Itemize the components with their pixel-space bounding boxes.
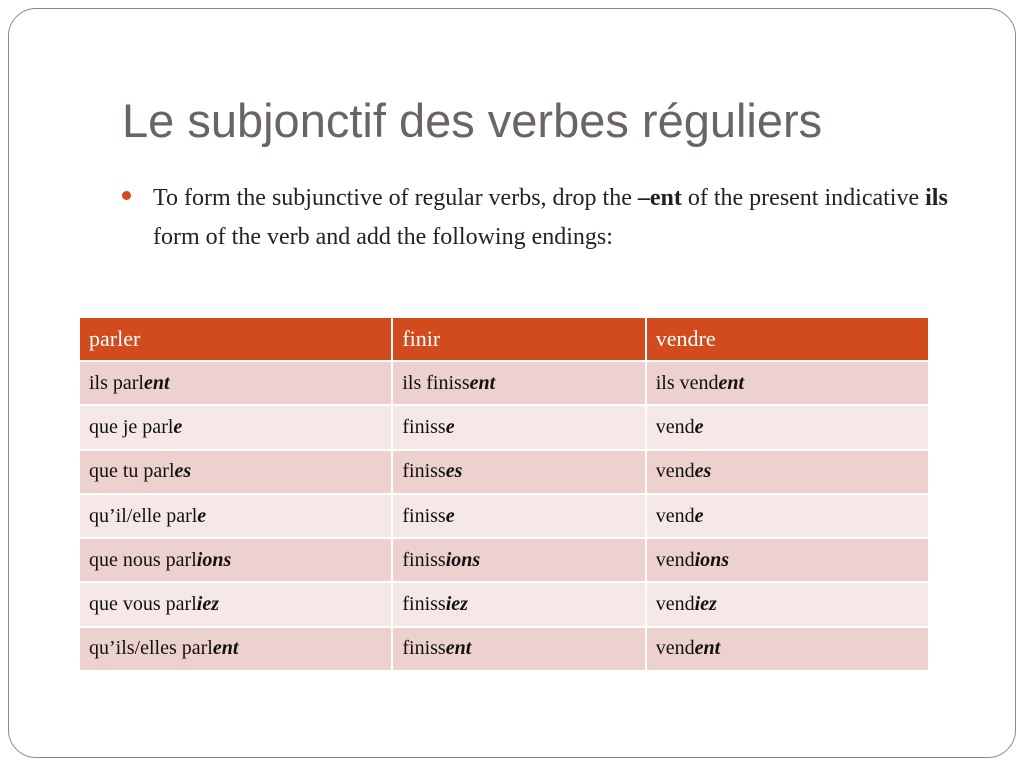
verb-stem: que vous parl <box>89 593 197 616</box>
header-finir: finir <box>392 317 645 361</box>
table-cell <box>646 405 929 449</box>
table-cell <box>646 582 929 626</box>
verb-stem: finiss <box>402 415 446 438</box>
verb-ending: e <box>445 504 455 527</box>
verb-ending: ent <box>469 371 496 394</box>
table-row <box>79 361 929 405</box>
verb-ending: ions <box>196 548 232 571</box>
verb-ending: iez <box>445 593 468 616</box>
verb-stem: ils parl <box>89 371 144 394</box>
table-cell <box>79 582 392 626</box>
table-cell <box>646 450 929 494</box>
header-vendre: vendre <box>646 317 929 361</box>
verb-ending: e <box>694 415 704 438</box>
verb-stem: vend <box>655 637 695 660</box>
header-parler: parler <box>79 317 392 361</box>
verb-ending: ent <box>445 637 472 660</box>
verb-stem: ils finiss <box>402 371 470 394</box>
verb-stem: que tu parl <box>89 460 175 483</box>
table-cell <box>392 494 645 538</box>
table-cell <box>392 450 645 494</box>
table-cell <box>392 361 645 405</box>
verb-ending: es <box>694 460 712 483</box>
table-cell <box>392 627 645 671</box>
verb-stem: que nous parl <box>89 548 197 571</box>
table-cell <box>79 361 392 405</box>
table-header-row <box>79 317 929 361</box>
verb-ending: e <box>694 504 704 527</box>
verb-stem: vend <box>655 504 695 527</box>
slide-title: Le subjonctif des verbes réguliers <box>122 94 823 147</box>
table-row <box>79 450 929 494</box>
verb-ending: ent <box>694 637 721 660</box>
table-row <box>79 494 929 538</box>
table-row <box>79 627 929 671</box>
table-cell <box>79 405 392 449</box>
bullet-item <box>122 179 982 257</box>
verb-ending: ent <box>718 371 745 394</box>
bullet-text <box>153 179 982 257</box>
verb-stem: finiss <box>402 593 446 616</box>
table-cell <box>646 538 929 582</box>
table-cell <box>392 405 645 449</box>
bullet-dot-icon <box>122 191 131 200</box>
verb-stem: vend <box>655 593 695 616</box>
verb-ending: e <box>445 415 455 438</box>
verb-ending: es <box>445 460 463 483</box>
table-cell <box>646 627 929 671</box>
verb-stem: qu’ils/elles parl <box>89 637 213 660</box>
bullet-text-part: of the present indicative <box>681 185 926 211</box>
table-row <box>79 582 929 626</box>
table-cell <box>392 582 645 626</box>
bullet-bold-ent: –ent <box>637 185 682 211</box>
verb-ending: e <box>173 415 183 438</box>
table-row <box>79 405 929 449</box>
table-cell <box>79 627 392 671</box>
verb-ending: ent <box>212 637 239 660</box>
verb-ending: iez <box>694 593 717 616</box>
verb-stem: qu’il/elle parl <box>89 504 198 527</box>
table-cell <box>646 494 929 538</box>
verb-stem: vend <box>655 460 695 483</box>
bullet-text-part: form of the verb and add the following endings: <box>153 224 613 250</box>
verb-ending: ent <box>144 371 170 394</box>
table-cell <box>79 450 392 494</box>
verb-stem: que je parl <box>89 415 174 438</box>
verb-stem: ils vend <box>655 371 719 394</box>
table-row <box>79 538 929 582</box>
table-cell <box>79 494 392 538</box>
table-body <box>79 361 929 671</box>
verb-stem: vend <box>655 548 695 571</box>
verb-stem: finiss <box>402 548 446 571</box>
table-cell <box>392 538 645 582</box>
verb-stem: finiss <box>402 637 446 660</box>
table-cell <box>79 538 392 582</box>
bullet-text-part: To form the subjunctive of regular verbs, drop the <box>153 185 638 211</box>
verb-ending: e <box>197 504 207 527</box>
verb-ending: es <box>174 460 192 483</box>
verb-ending: iez <box>196 593 219 616</box>
conjugation-table <box>78 316 930 672</box>
bullet-bold-ils: ils <box>925 185 948 211</box>
verb-ending: ions <box>694 548 730 571</box>
verb-stem: finiss <box>402 504 446 527</box>
table-cell <box>646 361 929 405</box>
verb-stem: finiss <box>402 460 446 483</box>
verb-ending: ions <box>445 548 481 571</box>
verb-stem: vend <box>655 415 695 438</box>
